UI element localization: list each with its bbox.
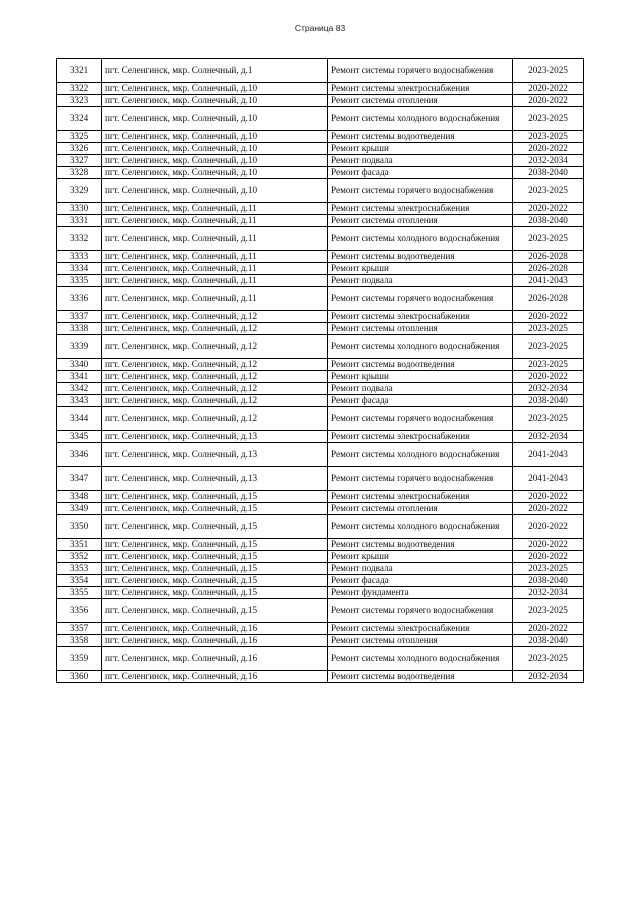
table-row — [57, 467, 584, 491]
table-row — [57, 131, 584, 143]
address-cell: пгт. Селенгинск, мкр. Солнечный, д.11 — [102, 263, 328, 275]
address-cell: пгт. Селенгинск, мкр. Солнечный, д.15 — [102, 599, 328, 623]
work-type-cell: Ремонт системы холодного водоснабжения — [328, 443, 513, 467]
period-cell: 2023-2025 — [513, 131, 584, 143]
address-cell: пгт. Селенгинск, мкр. Солнечный, д.15 — [102, 551, 328, 563]
period-cell: 2023-2025 — [513, 407, 584, 431]
row-number-cell: 3355 — [57, 587, 102, 599]
period-cell: 2041-2043 — [513, 467, 584, 491]
work-type-cell: Ремонт системы электроснабжения — [328, 203, 513, 215]
period-cell: 2026-2028 — [513, 287, 584, 311]
work-type-cell: Ремонт крыши — [328, 143, 513, 155]
address-cell: пгт. Селенгинск, мкр. Солнечный, д.12 — [102, 311, 328, 323]
row-number-cell: 3336 — [57, 287, 102, 311]
address-cell: пгт. Селенгинск, мкр. Солнечный, д.15 — [102, 503, 328, 515]
period-cell: 2038-2040 — [513, 575, 584, 587]
row-number-cell: 3330 — [57, 203, 102, 215]
table-row — [57, 167, 584, 179]
row-number-cell: 3329 — [57, 179, 102, 203]
table-row — [57, 491, 584, 503]
period-cell: 2023-2025 — [513, 359, 584, 371]
row-number-cell: 3328 — [57, 167, 102, 179]
table-row — [57, 515, 584, 539]
address-cell: пгт. Селенгинск, мкр. Солнечный, д.15 — [102, 539, 328, 551]
table-row — [57, 551, 584, 563]
row-number-cell: 3353 — [57, 563, 102, 575]
table-row — [57, 587, 584, 599]
row-number-cell: 3341 — [57, 371, 102, 383]
page-header: Страница 83 — [294, 23, 346, 33]
address-cell: пгт. Селенгинск, мкр. Солнечный, д.15 — [102, 563, 328, 575]
work-type-cell: Ремонт фасада — [328, 395, 513, 407]
row-number-cell: 3343 — [57, 395, 102, 407]
period-cell: 2023-2025 — [513, 563, 584, 575]
row-number-cell: 3357 — [57, 623, 102, 635]
row-number-cell: 3359 — [57, 647, 102, 671]
table-row — [57, 155, 584, 167]
address-cell: пгт. Селенгинск, мкр. Солнечный, д.16 — [102, 647, 328, 671]
row-number-cell: 3351 — [57, 539, 102, 551]
table-row — [57, 311, 584, 323]
row-number-cell: 3338 — [57, 323, 102, 335]
row-number-cell: 3332 — [57, 227, 102, 251]
table-body — [57, 59, 584, 683]
row-number-cell: 3325 — [57, 131, 102, 143]
address-cell: пгт. Селенгинск, мкр. Солнечный, д.12 — [102, 407, 328, 431]
table-row — [57, 635, 584, 647]
work-type-cell: Ремонт системы водоотведения — [328, 131, 513, 143]
row-number-cell: 3322 — [57, 83, 102, 95]
work-type-cell: Ремонт системы холодного водоснабжения — [328, 107, 513, 131]
table-row — [57, 263, 584, 275]
address-cell: пгт. Селенгинск, мкр. Солнечный, д.11 — [102, 215, 328, 227]
period-cell: 2032-2034 — [513, 587, 584, 599]
address-cell: пгт. Селенгинск, мкр. Солнечный, д.12 — [102, 323, 328, 335]
address-cell: пгт. Селенгинск, мкр. Солнечный, д.10 — [102, 95, 328, 107]
work-type-cell: Ремонт крыши — [328, 263, 513, 275]
address-cell: пгт. Селенгинск, мкр. Солнечный, д.11 — [102, 227, 328, 251]
address-cell: пгт. Селенгинск, мкр. Солнечный, д.12 — [102, 395, 328, 407]
row-number-cell: 3350 — [57, 515, 102, 539]
period-cell: 2041-2043 — [513, 443, 584, 467]
row-number-cell: 3333 — [57, 251, 102, 263]
row-number-cell: 3346 — [57, 443, 102, 467]
address-cell: пгт. Селенгинск, мкр. Солнечный, д.15 — [102, 515, 328, 539]
address-cell: пгт. Селенгинск, мкр. Солнечный, д.11 — [102, 275, 328, 287]
address-cell: пгт. Селенгинск, мкр. Солнечный, д.10 — [102, 83, 328, 95]
table-row — [57, 407, 584, 431]
period-cell: 2026-2028 — [513, 263, 584, 275]
table-row — [57, 95, 584, 107]
period-cell: 2020-2022 — [513, 515, 584, 539]
period-cell: 2020-2022 — [513, 203, 584, 215]
period-cell: 2023-2025 — [513, 647, 584, 671]
work-type-cell: Ремонт системы отопления — [328, 323, 513, 335]
period-cell: 2020-2022 — [513, 551, 584, 563]
work-type-cell: Ремонт системы водоотведения — [328, 671, 513, 683]
row-number-cell: 3349 — [57, 503, 102, 515]
row-number-cell: 3327 — [57, 155, 102, 167]
work-type-cell: Ремонт системы горячего водоснабжения — [328, 467, 513, 491]
work-type-cell: Ремонт системы водоотведения — [328, 251, 513, 263]
work-type-cell: Ремонт системы холодного водоснабжения — [328, 647, 513, 671]
period-cell: 2020-2022 — [513, 143, 584, 155]
period-cell: 2032-2034 — [513, 155, 584, 167]
table-row — [57, 443, 584, 467]
period-cell: 2020-2022 — [513, 95, 584, 107]
work-type-cell: Ремонт системы холодного водоснабжения — [328, 227, 513, 251]
period-cell: 2041-2043 — [513, 275, 584, 287]
table-row — [57, 623, 584, 635]
period-cell: 2038-2040 — [513, 215, 584, 227]
row-number-cell: 3356 — [57, 599, 102, 623]
table-row — [57, 215, 584, 227]
period-cell: 2023-2025 — [513, 323, 584, 335]
table-row — [57, 251, 584, 263]
table-row — [57, 179, 584, 203]
period-cell: 2020-2022 — [513, 371, 584, 383]
address-cell: пгт. Селенгинск, мкр. Солнечный, д.13 — [102, 443, 328, 467]
address-cell: пгт. Селенгинск, мкр. Солнечный, д.10 — [102, 155, 328, 167]
table-row — [57, 335, 584, 359]
row-number-cell: 3347 — [57, 467, 102, 491]
table-row — [57, 323, 584, 335]
address-cell: пгт. Селенгинск, мкр. Солнечный, д.12 — [102, 359, 328, 371]
address-cell: пгт. Селенгинск, мкр. Солнечный, д.10 — [102, 179, 328, 203]
address-cell: пгт. Селенгинск, мкр. Солнечный, д.13 — [102, 467, 328, 491]
row-number-cell: 3323 — [57, 95, 102, 107]
table-row — [57, 563, 584, 575]
work-type-cell: Ремонт системы горячего водоснабжения — [328, 179, 513, 203]
period-cell: 2020-2022 — [513, 539, 584, 551]
work-type-cell: Ремонт системы электроснабжения — [328, 431, 513, 443]
work-type-cell: Ремонт системы горячего водоснабжения — [328, 599, 513, 623]
table-row — [57, 503, 584, 515]
address-cell: пгт. Селенгинск, мкр. Солнечный, д.15 — [102, 575, 328, 587]
row-number-cell: 3342 — [57, 383, 102, 395]
work-type-cell: Ремонт подвала — [328, 275, 513, 287]
period-cell: 2020-2022 — [513, 503, 584, 515]
work-type-cell: Ремонт системы холодного водоснабжения — [328, 515, 513, 539]
work-type-cell: Ремонт системы электроснабжения — [328, 623, 513, 635]
table-row — [57, 359, 584, 371]
table-row — [57, 671, 584, 683]
work-type-cell: Ремонт системы электроснабжения — [328, 311, 513, 323]
work-type-cell: Ремонт системы отопления — [328, 503, 513, 515]
work-type-cell: Ремонт системы электроснабжения — [328, 83, 513, 95]
address-cell: пгт. Селенгинск, мкр. Солнечный, д.10 — [102, 167, 328, 179]
work-type-cell: Ремонт подвала — [328, 155, 513, 167]
repair-schedule-table — [56, 58, 584, 683]
row-number-cell: 3344 — [57, 407, 102, 431]
address-cell: пгт. Селенгинск, мкр. Солнечный, д.15 — [102, 587, 328, 599]
row-number-cell: 3345 — [57, 431, 102, 443]
row-number-cell: 3339 — [57, 335, 102, 359]
address-cell: пгт. Селенгинск, мкр. Солнечный, д.13 — [102, 431, 328, 443]
table-row — [57, 107, 584, 131]
work-type-cell: Ремонт подвала — [328, 383, 513, 395]
period-cell: 2023-2025 — [513, 599, 584, 623]
period-cell: 2038-2040 — [513, 395, 584, 407]
row-number-cell: 3348 — [57, 491, 102, 503]
table-row — [57, 287, 584, 311]
work-type-cell: Ремонт фасада — [328, 575, 513, 587]
table-row — [57, 83, 584, 95]
row-number-cell: 3340 — [57, 359, 102, 371]
row-number-cell: 3337 — [57, 311, 102, 323]
table-row — [57, 575, 584, 587]
work-type-cell: Ремонт крыши — [328, 371, 513, 383]
work-type-cell: Ремонт системы водоотведения — [328, 359, 513, 371]
row-number-cell: 3354 — [57, 575, 102, 587]
period-cell: 2023-2025 — [513, 179, 584, 203]
period-cell: 2032-2034 — [513, 671, 584, 683]
period-cell: 2032-2034 — [513, 431, 584, 443]
period-cell: 2023-2025 — [513, 107, 584, 131]
table-row — [57, 275, 584, 287]
row-number-cell: 3326 — [57, 143, 102, 155]
period-cell: 2038-2040 — [513, 167, 584, 179]
address-cell: пгт. Селенгинск, мкр. Солнечный, д.11 — [102, 287, 328, 311]
address-cell: пгт. Селенгинск, мкр. Солнечный, д.11 — [102, 251, 328, 263]
period-cell: 2020-2022 — [513, 623, 584, 635]
row-number-cell: 3335 — [57, 275, 102, 287]
address-cell: пгт. Селенгинск, мкр. Солнечный, д.10 — [102, 131, 328, 143]
row-number-cell: 3324 — [57, 107, 102, 131]
period-cell: 2032-2034 — [513, 383, 584, 395]
work-type-cell: Ремонт системы холодного водоснабжения — [328, 335, 513, 359]
table-row — [57, 227, 584, 251]
address-cell: пгт. Селенгинск, мкр. Солнечный, д.12 — [102, 335, 328, 359]
work-type-cell: Ремонт системы горячего водоснабжения — [328, 59, 513, 83]
work-type-cell: Ремонт системы водоотведения — [328, 539, 513, 551]
work-type-cell: Ремонт системы отопления — [328, 215, 513, 227]
table-row — [57, 203, 584, 215]
period-cell: 2020-2022 — [513, 311, 584, 323]
row-number-cell: 3358 — [57, 635, 102, 647]
work-type-cell: Ремонт крыши — [328, 551, 513, 563]
work-type-cell: Ремонт фасада — [328, 167, 513, 179]
period-cell: 2026-2028 — [513, 251, 584, 263]
address-cell: пгт. Селенгинск, мкр. Солнечный, д.16 — [102, 623, 328, 635]
address-cell: пгт. Селенгинск, мкр. Солнечный, д.10 — [102, 143, 328, 155]
address-cell: пгт. Селенгинск, мкр. Солнечный, д.11 — [102, 203, 328, 215]
table-row — [57, 647, 584, 671]
period-cell: 2023-2025 — [513, 335, 584, 359]
period-cell: 2020-2022 — [513, 491, 584, 503]
work-type-cell: Ремонт системы отопления — [328, 635, 513, 647]
work-type-cell: Ремонт системы электроснабжения — [328, 491, 513, 503]
address-cell: пгт. Селенгинск, мкр. Солнечный, д.16 — [102, 671, 328, 683]
address-cell: пгт. Селенгинск, мкр. Солнечный, д.16 — [102, 635, 328, 647]
address-cell: пгт. Селенгинск, мкр. Солнечный, д.10 — [102, 107, 328, 131]
row-number-cell: 3360 — [57, 671, 102, 683]
work-type-cell: Ремонт системы горячего водоснабжения — [328, 407, 513, 431]
work-type-cell: Ремонт системы горячего водоснабжения — [328, 287, 513, 311]
table-row — [57, 431, 584, 443]
work-type-cell: Ремонт системы отопления — [328, 95, 513, 107]
row-number-cell: 3352 — [57, 551, 102, 563]
row-number-cell: 3321 — [57, 59, 102, 83]
period-cell: 2023-2025 — [513, 59, 584, 83]
address-cell: пгт. Селенгинск, мкр. Солнечный, д.1 — [102, 59, 328, 83]
address-cell: пгт. Селенгинск, мкр. Солнечный, д.15 — [102, 491, 328, 503]
table-row — [57, 395, 584, 407]
table-row — [57, 599, 584, 623]
row-number-cell: 3334 — [57, 263, 102, 275]
table-row — [57, 59, 584, 83]
period-cell: 2038-2040 — [513, 635, 584, 647]
row-number-cell: 3331 — [57, 215, 102, 227]
period-cell: 2020-2022 — [513, 83, 584, 95]
address-cell: пгт. Селенгинск, мкр. Солнечный, д.12 — [102, 371, 328, 383]
table-row — [57, 143, 584, 155]
work-type-cell: Ремонт подвала — [328, 563, 513, 575]
address-cell: пгт. Селенгинск, мкр. Солнечный, д.12 — [102, 383, 328, 395]
table-row — [57, 539, 584, 551]
table-row — [57, 383, 584, 395]
work-type-cell: Ремонт фундамента — [328, 587, 513, 599]
period-cell: 2023-2025 — [513, 227, 584, 251]
table-row — [57, 371, 584, 383]
